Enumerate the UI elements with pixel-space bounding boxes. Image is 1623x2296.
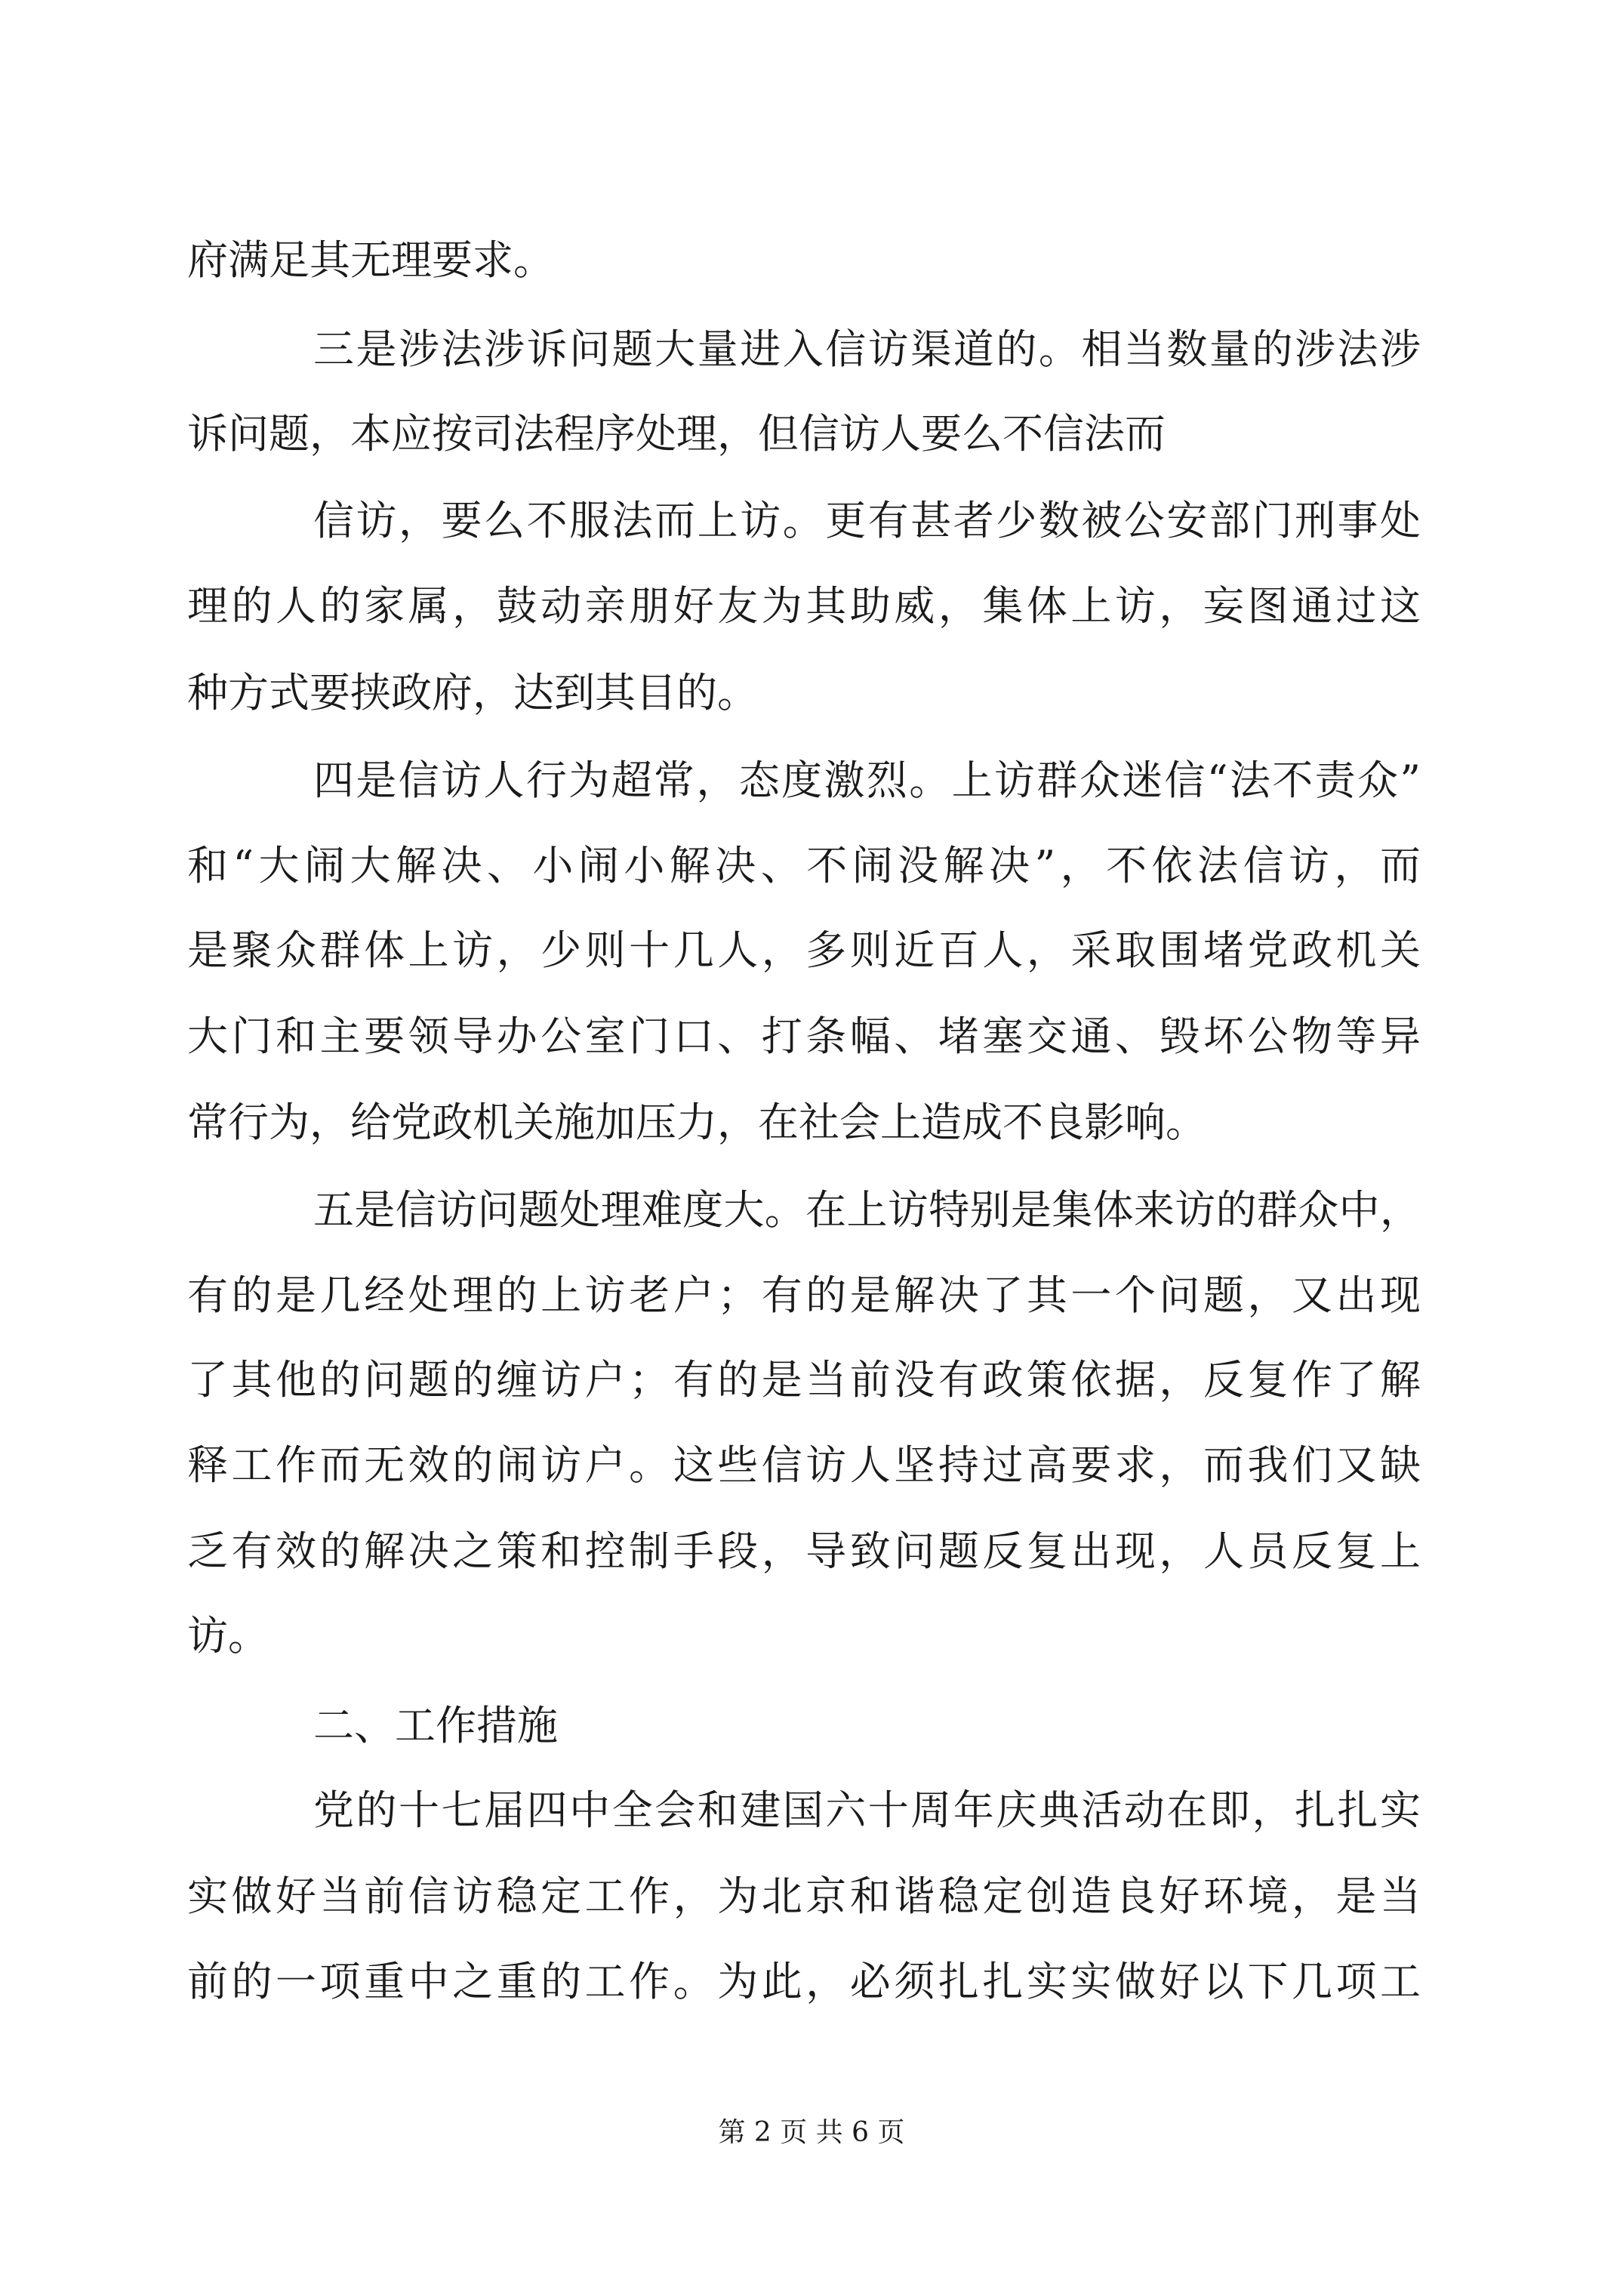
body-line: 常行为，给党政机关施加压力，在社会上造成不良影响。 (187, 1099, 1206, 1146)
body-line: 诉问题，本应按司法程序处理，但信访人要么不信法而 (187, 410, 1166, 458)
body-line: 三是涉法涉诉问题大量进入信访渠道的。相当数量的涉法涉 (313, 325, 1423, 373)
body-line: 府满足其无理要求。 (187, 236, 554, 284)
body-line: 是聚众群体上访，少则十几人，多则近百人，采取围堵党政机关 (187, 926, 1424, 974)
body-line: 四是信访人行为超常，态度激烈。上访群众迷信“法不责众” (313, 757, 1423, 804)
body-line: 了其他的问题的缠访户；有的是当前没有政策依据，反复作了解 (187, 1356, 1424, 1404)
body-line: 实做好当前信访稳定工作，为北京和谐稳定创造良好环境，是当 (187, 1872, 1424, 1920)
body-line: 信访，要么不服法而上访。更有甚者少数被公安部门刑事处 (313, 497, 1423, 544)
body-line: 乏有效的解决之策和控制手段，导致问题反复出现，人员反复上 (187, 1527, 1424, 1575)
body-line: 大门和主要领导办公室门口、打条幅、堵塞交通、毁坏公物等异 (187, 1012, 1424, 1060)
body-line: 前的一项重中之重的工作。为此，必须扎扎实实做好以下几项工 (187, 1958, 1424, 2005)
body-line: 种方式要挟政府，达到其目的。 (187, 669, 758, 717)
body-line: 和“大闹大解决、小闹小解决、不闹没解决”，不依法信访，而 (187, 842, 1426, 889)
section-heading: 二、工作措施 (313, 1702, 558, 1749)
body-line: 访。 (187, 1612, 269, 1660)
body-line: 释工作而无效的闹访户。这些信访人坚持过高要求，而我们又缺 (187, 1441, 1424, 1489)
body-line: 理的人的家属，鼓动亲朋好友为其助威，集体上访，妄图通过这 (187, 582, 1424, 630)
body-line: 五是信访问题处理难度大。在上访特别是集体来访的群众中， (313, 1186, 1421, 1234)
page-number: 第 2 页 共 6 页 (718, 2117, 905, 2148)
body-line: 有的是几经处理的上访老户；有的是解决了其一个问题，又出现 (187, 1271, 1424, 1319)
body-line: 党的十七届四中全会和建国六十周年庆典活动在即，扎扎实 (313, 1786, 1423, 1834)
